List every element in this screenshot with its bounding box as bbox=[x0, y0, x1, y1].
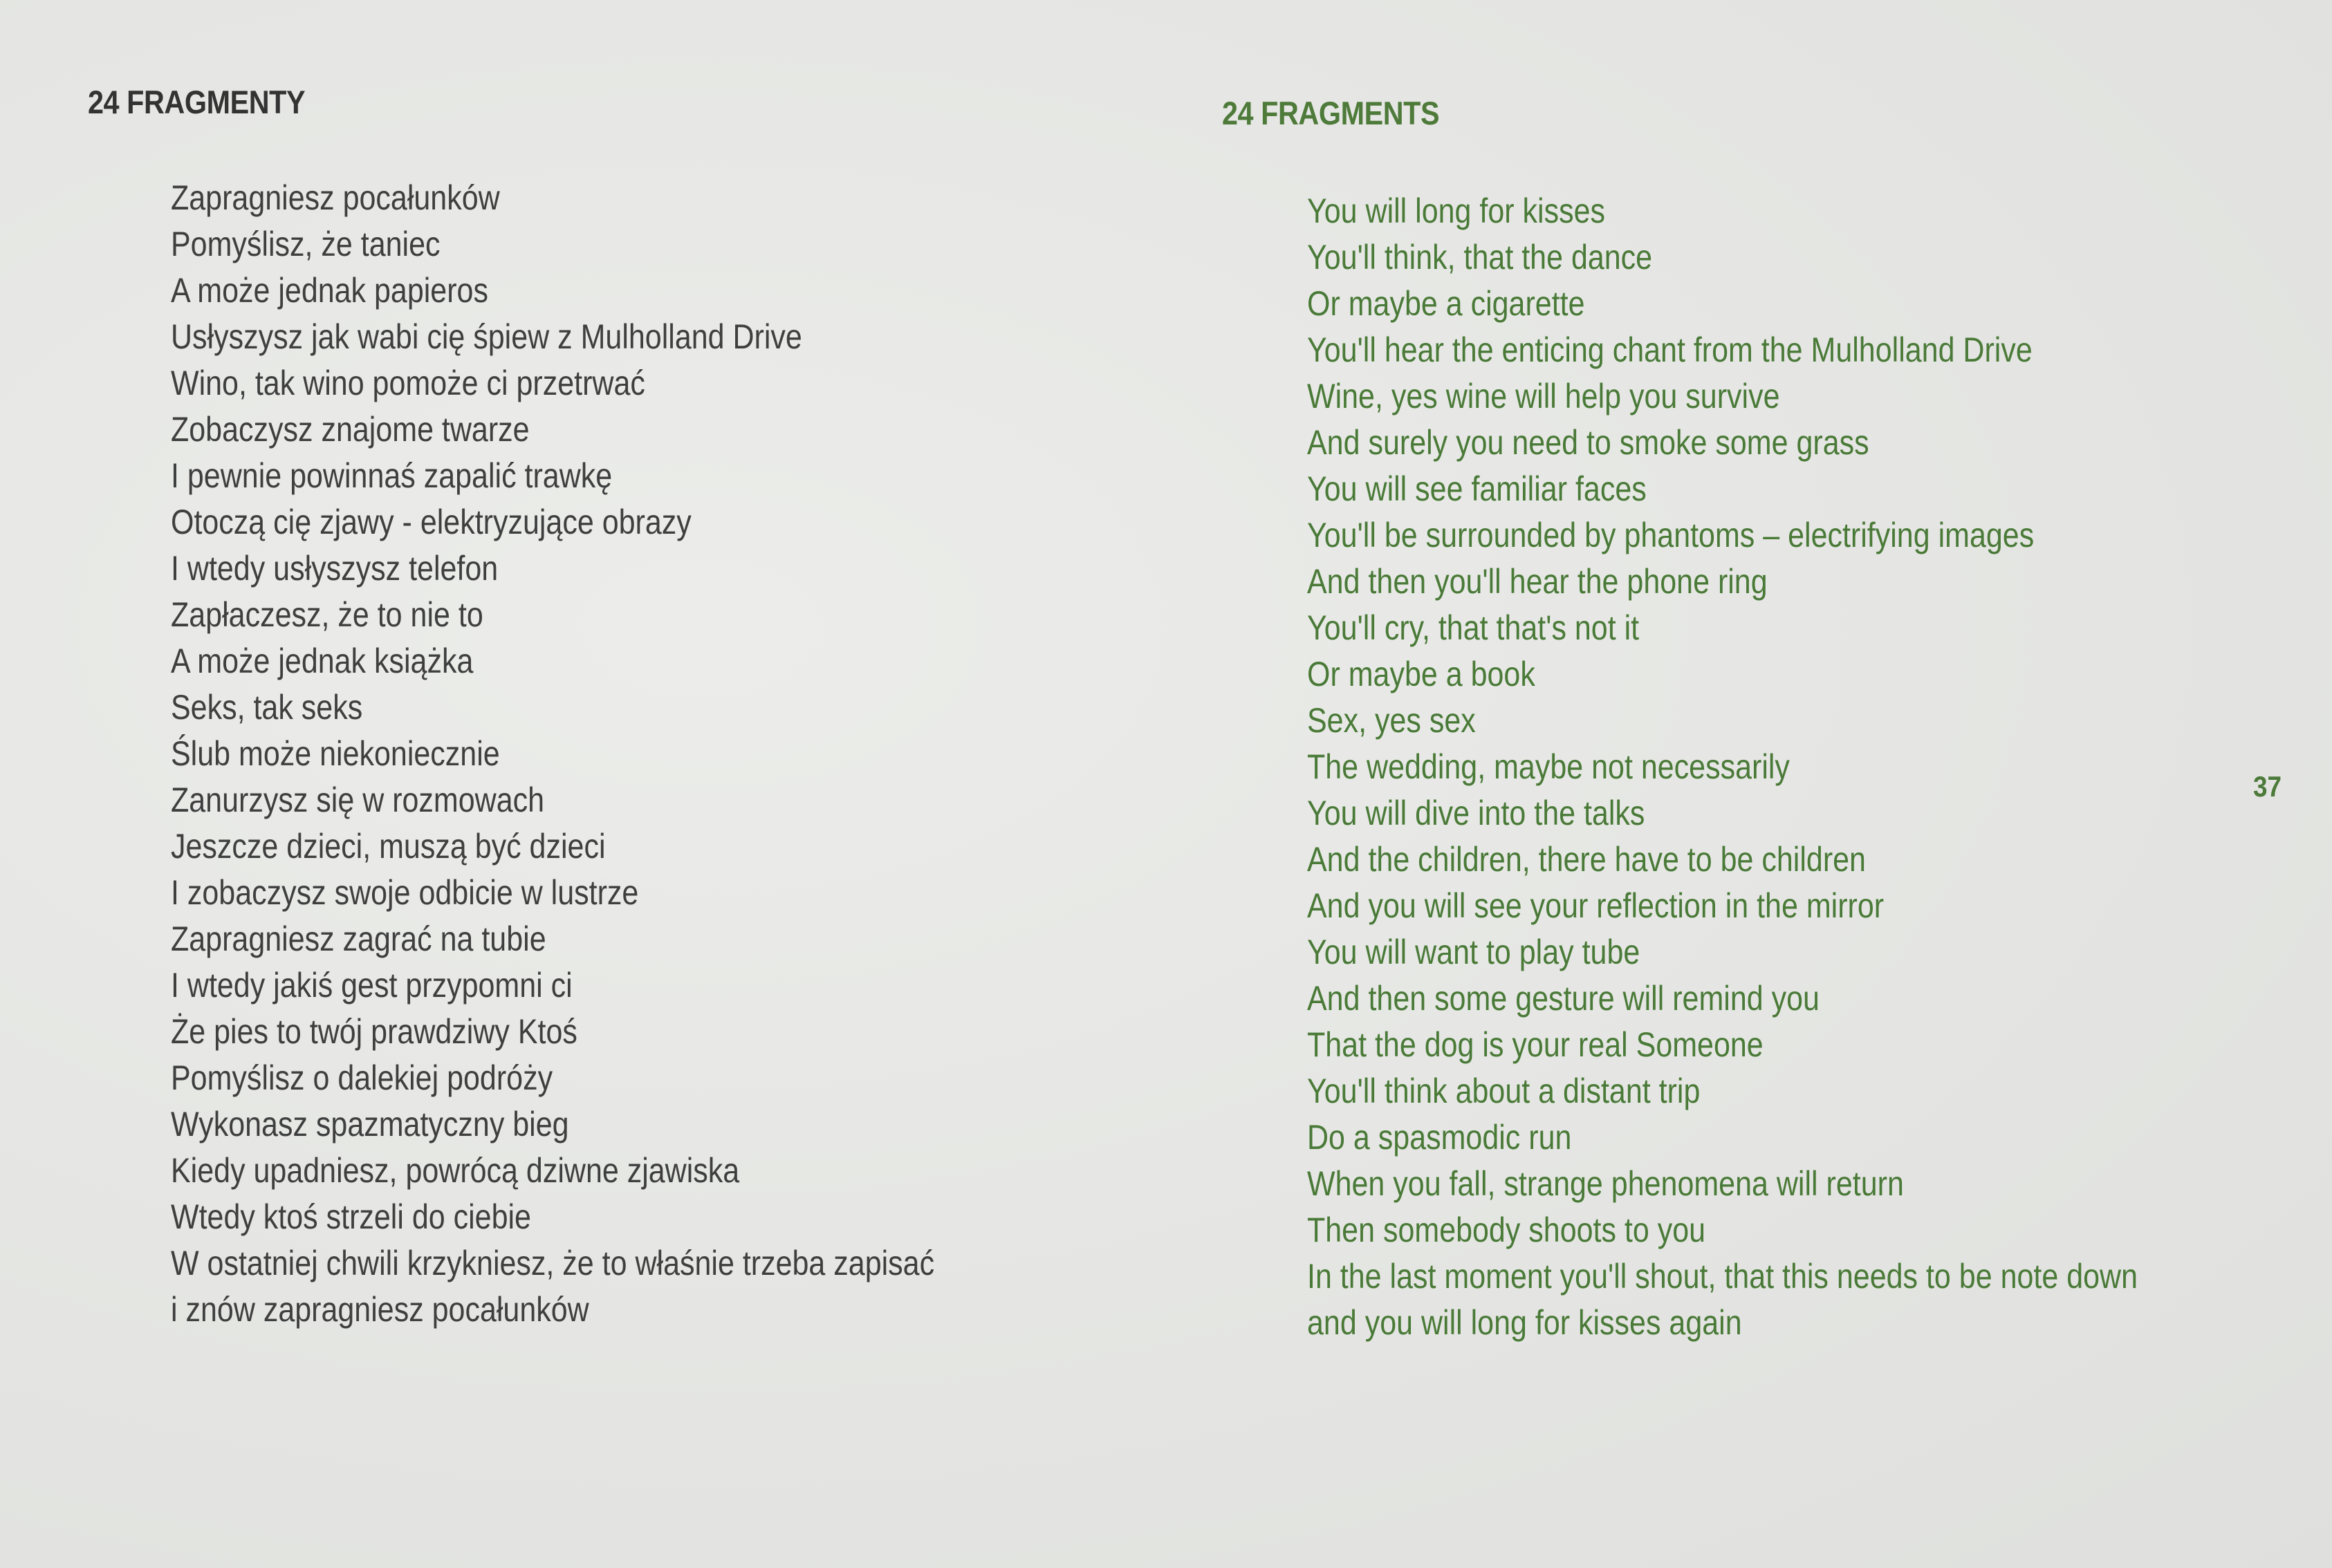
fragment-title: You'll be surrounded by phantoms – electrifying images bbox=[1307, 516, 2035, 554]
fragment-title: Usłyszysz jak wabi cię śpiew z Mulholland Drive bbox=[171, 317, 802, 356]
fragment-title: Otoczą cię zjawy - elektryzujące obrazy bbox=[171, 503, 692, 541]
fragment-title: Wine, yes wine will help you survive bbox=[1307, 377, 1780, 416]
fragment-title: Zapłaczesz, że to nie to bbox=[171, 595, 483, 634]
fragment-title: and you will long for kisses again bbox=[1307, 1303, 1742, 1342]
english-title: 24 FRAGMENTS bbox=[1222, 95, 1440, 131]
fragment-title: I zobaczysz swoje odbicie w lustrze bbox=[171, 873, 639, 912]
fragment-title: Pomyślisz, że taniec bbox=[171, 225, 441, 263]
fragment-title: Zobaczysz znajome twarze bbox=[171, 410, 530, 449]
fragment-title: Zapragniesz pocałunków bbox=[171, 178, 500, 217]
fragment-title: And the children, there have to be children bbox=[1307, 840, 1866, 879]
fragment-title: A może jednak papieros bbox=[171, 271, 488, 310]
fragment-title: Do a spasmodic run bbox=[1307, 1118, 1572, 1157]
fragment-title: Ślub może niekoniecznie bbox=[171, 734, 500, 773]
fragment-title: Sex, yes sex bbox=[1307, 701, 1476, 740]
fragment-title: Że pies to twój prawdziwy Ktoś bbox=[171, 1012, 577, 1051]
fragment-title: Or maybe a book bbox=[1307, 655, 1535, 693]
fragment-title: You'll think about a distant trip bbox=[1307, 1072, 1701, 1110]
fragment-title: And then some gesture will remind you bbox=[1307, 979, 1820, 1018]
fragment-title: Wtedy ktoś strzeli do ciebie bbox=[171, 1197, 531, 1236]
fragment-title: i znów zapragniesz pocałunków bbox=[171, 1290, 589, 1329]
fragment-title: You will dive into the talks bbox=[1307, 794, 1645, 832]
fragment-title: And surely you need to smoke some grass bbox=[1307, 423, 1869, 462]
fragment-title: When you fall, strange phenomena will return bbox=[1307, 1164, 1904, 1203]
fragment-title: In the last moment you'll shout, that this needs to be note down bbox=[1307, 1257, 2138, 1296]
fragment-title: A może jednak książka bbox=[171, 642, 474, 680]
fragment-title: I pewnie powinnaś zapalić trawkę bbox=[171, 456, 613, 495]
polish-title: 24 FRAGMENTY bbox=[88, 84, 306, 120]
fragment-title: Zapragniesz zagrać na tubie bbox=[171, 920, 546, 958]
fragment-title: Zanurzysz się w rozmowach bbox=[171, 781, 545, 819]
fragment-title: You will want to play tube bbox=[1307, 933, 1640, 971]
fragment-title: Wykonasz spazmatyczny bieg bbox=[171, 1105, 569, 1144]
fragment-title: Wino, tak wino pomoże ci przetrwać bbox=[171, 364, 645, 402]
fragment-title: Kiedy upadniesz, powrócą dziwne zjawiska bbox=[171, 1151, 740, 1190]
fragment-title: W ostatniej chwili krzykniesz, że to właśnie trzeba zapisać bbox=[171, 1244, 935, 1282]
fragment-title: And you will see your reflection in the mirror bbox=[1307, 886, 1885, 925]
fragment-title: Pomyślisz o dalekiej podróży bbox=[171, 1058, 553, 1097]
fragment-title: I wtedy usłyszysz telefon bbox=[171, 549, 499, 588]
fragment-title: Or maybe a cigarette bbox=[1307, 284, 1585, 323]
fragment-title: You will see familiar faces bbox=[1307, 469, 1647, 508]
fragment-title: I wtedy jakiś gest przypomni ci bbox=[171, 966, 573, 1005]
fragment-title: You'll hear the enticing chant from the Mulholland Drive bbox=[1307, 330, 2033, 369]
fragment-title: The wedding, maybe not necessarily bbox=[1307, 747, 1790, 786]
page-number: 37 bbox=[2253, 770, 2282, 803]
fragment-title: You'll think, that the dance bbox=[1307, 238, 1653, 277]
fragment-title: Then somebody shoots to you bbox=[1307, 1211, 1706, 1249]
fragment-title: Jeszcze dzieci, muszą być dzieci bbox=[171, 827, 606, 866]
fragment-title: And then you'll hear the phone ring bbox=[1307, 562, 1768, 601]
fragment-title: Seks, tak seks bbox=[171, 688, 363, 727]
fragment-title: That the dog is your real Someone bbox=[1307, 1025, 1764, 1064]
fragment-title: You will long for kisses bbox=[1307, 192, 1606, 230]
fragment-title: You'll cry, that that's not it bbox=[1307, 608, 1640, 647]
